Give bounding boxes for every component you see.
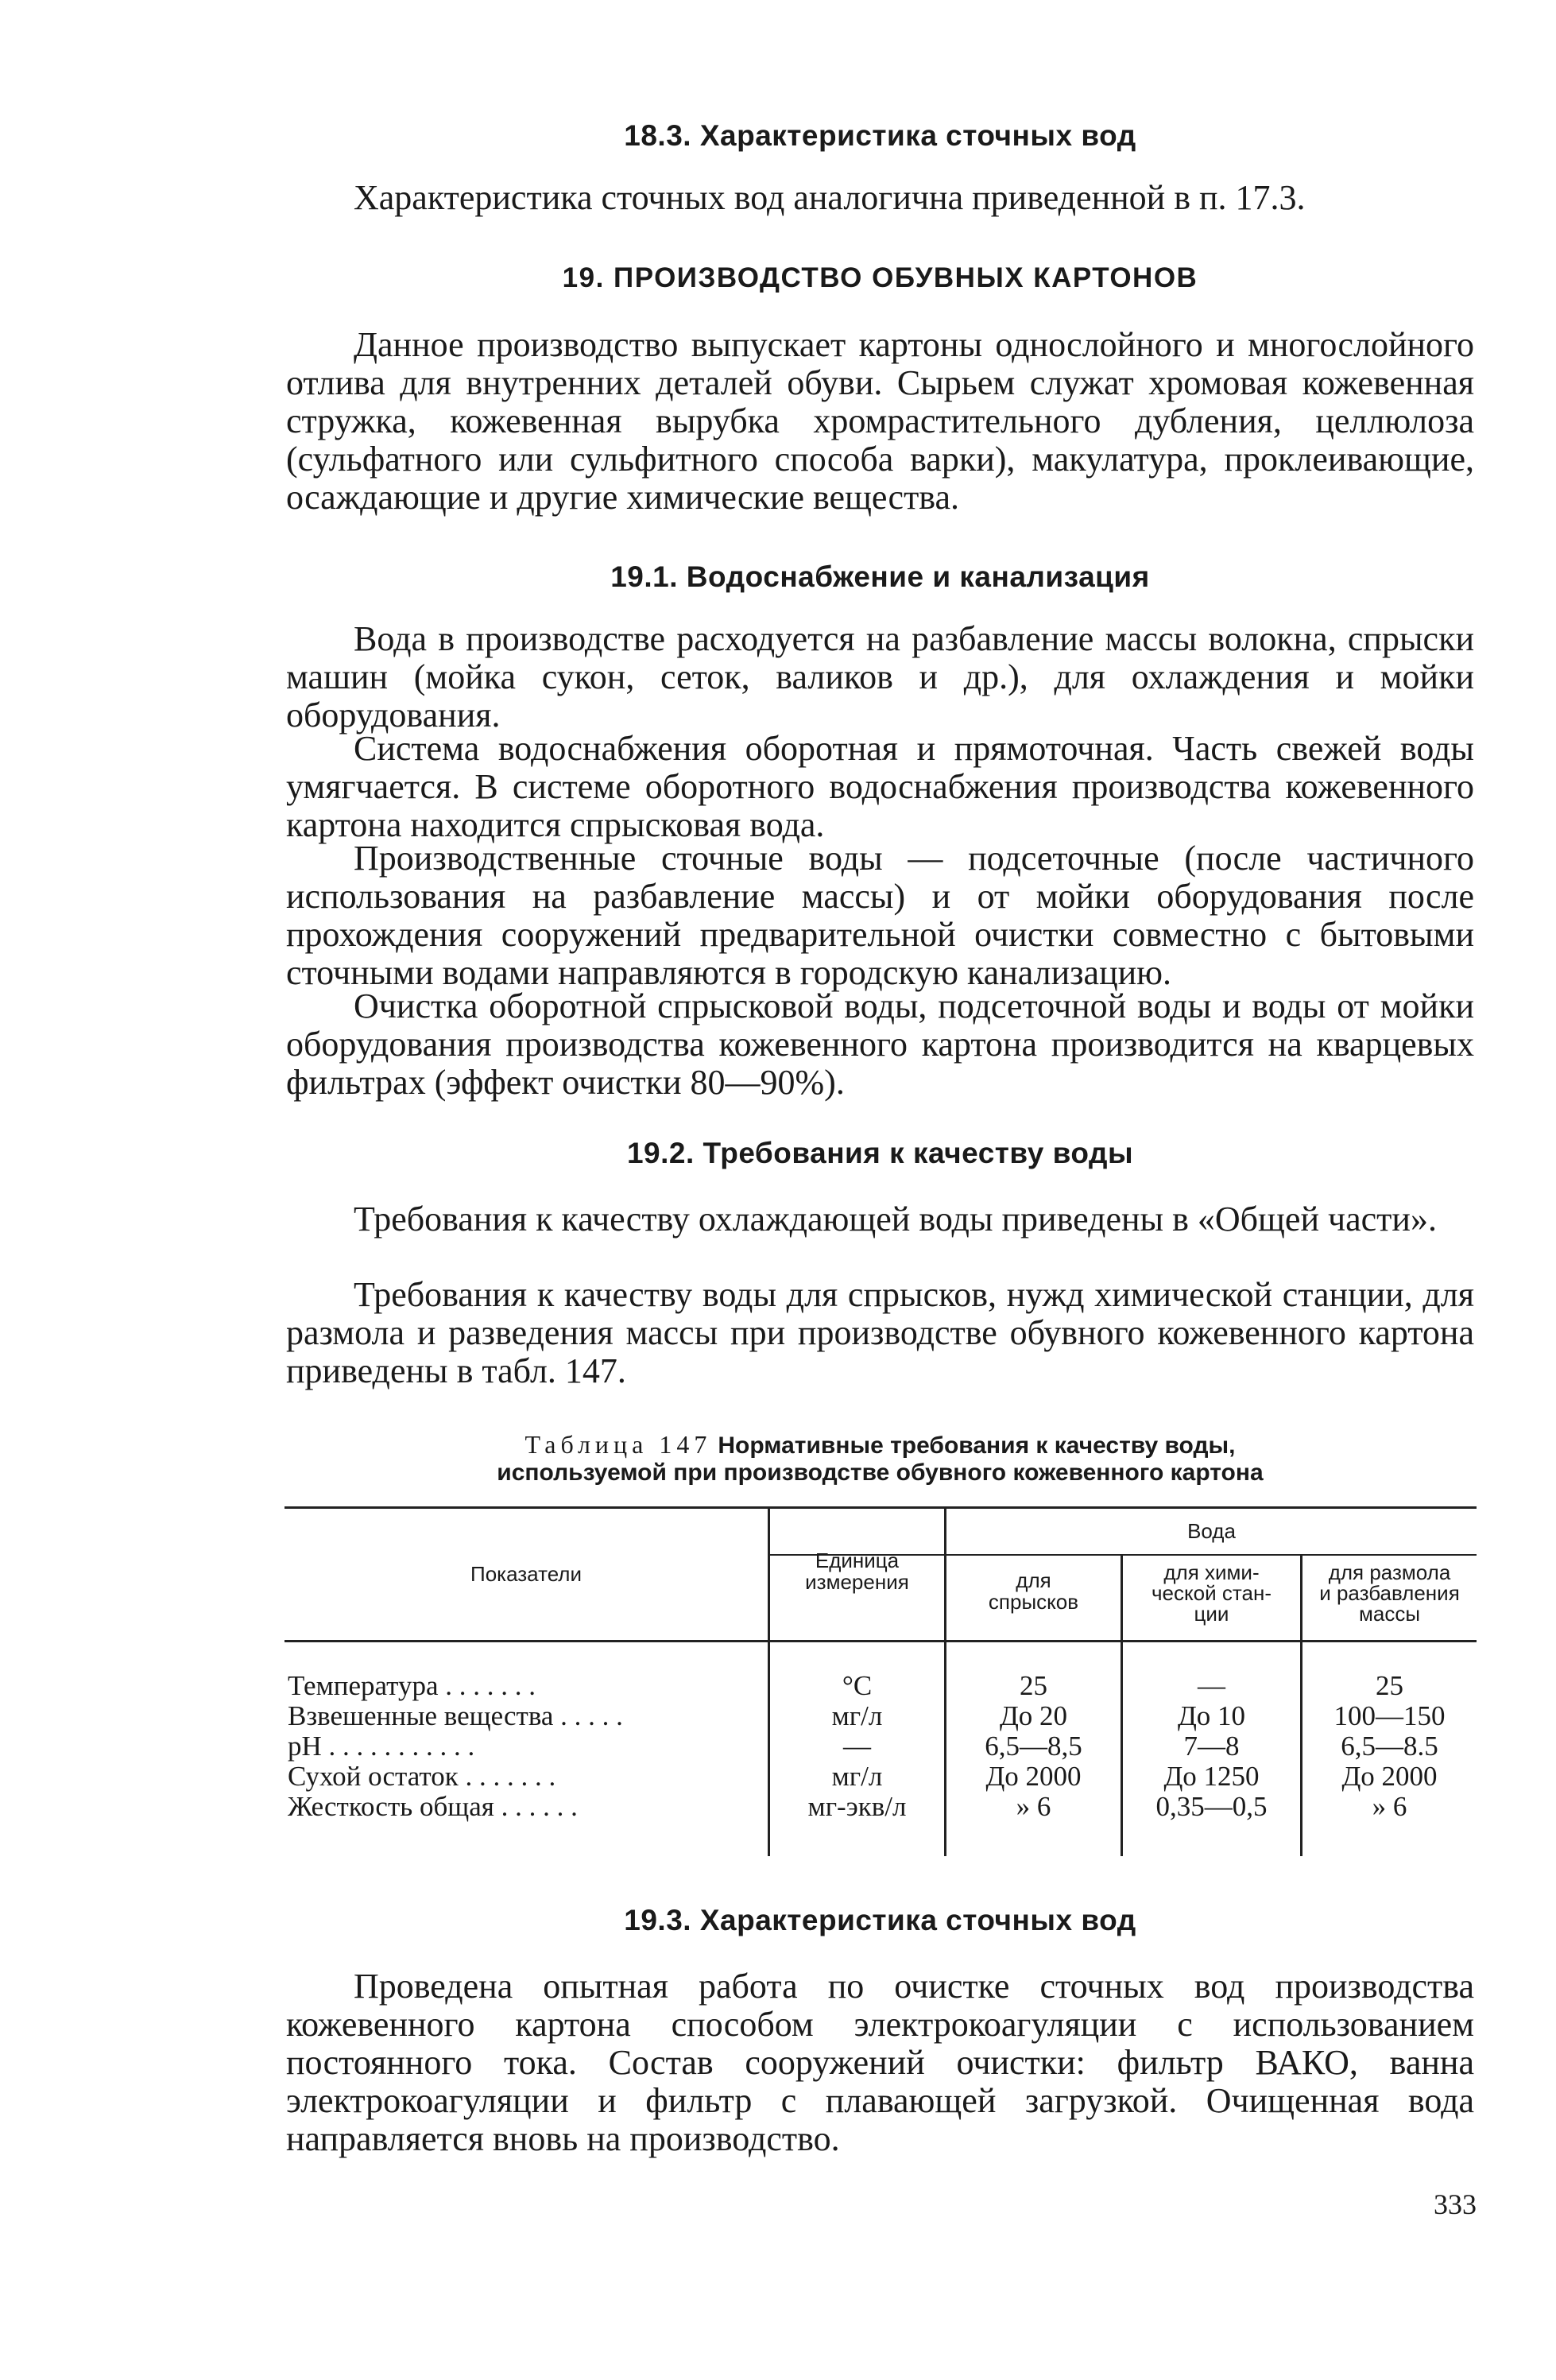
- table-cell-sprays: » 6: [1016, 1791, 1051, 1822]
- section-18-3-heading: 18.3. Характеристика сточных вод: [624, 119, 1136, 152]
- header-col2-line-2: ческой стан-: [1152, 1581, 1272, 1605]
- table-cell-chemical: 0,35—0,5: [1155, 1791, 1268, 1822]
- water-quality-table: [284, 1506, 1477, 1856]
- section-19-1-paragraph-4: Очистка оборотной спрысковой воды, подсеточной воды и воды от мойки оборудования производства кожевенного картона производится на кварцевых фильтрах (эффект очистки 80—90%).: [286, 986, 1474, 1102]
- table-cell-unit: мг/л: [831, 1700, 883, 1731]
- section-19-text: Данное производство выпускает картоны однослойного и многослойного отлива для внутренних деталей обуви. Сырьем служат хромовая кожевенная стружка, кожевенная вырубка хромрастительного дубления, целлюлоза (сульфатного или сульфитного способа варки), макулатура, проклеивающие, осаждающие и другие химические вещества.: [286, 325, 1474, 517]
- section-19-1-paragraph-1: Вода в производстве расходуется на разбавление массы волокна, спрыски машин (мойка сукон, сеток, валиков и др.), для охлаждения и мойки оборудования.: [286, 619, 1474, 735]
- table-cell-chemical: До 10: [1177, 1700, 1246, 1731]
- table-row-label: pH . . . . . . . . . . .: [288, 1731, 475, 1762]
- header-col3-line-3: массы: [1358, 1602, 1421, 1626]
- table-cell-unit: °С: [842, 1670, 873, 1701]
- header-col3-line-1: для размола: [1328, 1560, 1451, 1584]
- table-cell-grinding: » 6: [1372, 1791, 1407, 1822]
- table-cell-grinding: До 2000: [1341, 1761, 1438, 1792]
- table-cell-sprays: 6,5—8,5: [985, 1731, 1082, 1762]
- section-19-2-heading: 19.2. Требования к качеству воды: [626, 1137, 1134, 1169]
- section-19-1-paragraph-3: Производственные сточные воды — подсеточные (после частичного использования на разбавление массы) и от мойки оборудования после прохождения сооружений предварительной очистки совместно с бытовыми сточными водами направляются в городскую канализацию.: [286, 839, 1474, 992]
- header-col1-line-1: для: [1016, 1568, 1051, 1592]
- section-19-2-paragraph-2: Требования к качеству воды для спрысков, нужд химической станции, для размола и разведения массы при производстве обувного кожевенного картона приведены в табл. 147.: [286, 1275, 1474, 1390]
- section-19-2-paragraph-1: Требования к качеству охлаждающей воды приведены в «Общей части».: [354, 1200, 1437, 1238]
- header-unit-line-2: измерения: [805, 1570, 909, 1594]
- table-cell-grinding: 6,5—8.5: [1341, 1731, 1438, 1762]
- table-cell-unit: мг-экв/л: [807, 1791, 907, 1822]
- table-cell-sprays: До 20: [999, 1700, 1068, 1731]
- section-18-3-text: Характеристика сточных вод аналогична приведенной в п. 17.3.: [354, 178, 1306, 217]
- table-label: Таблица 147: [524, 1430, 712, 1459]
- table-caption: [286, 1431, 1474, 1459]
- section-19-1-heading: 19.1. Водоснабжение и канализация: [610, 560, 1150, 593]
- header-indicator: Показатели: [470, 1562, 582, 1586]
- table-cell-grinding: 100—150: [1333, 1700, 1446, 1731]
- table-cell-chemical: —: [1198, 1670, 1225, 1701]
- table-title-line-1: Нормативные требования к качеству воды,: [718, 1432, 1236, 1459]
- table-cell-unit: мг/л: [831, 1761, 883, 1792]
- header-col2-line-3: ции: [1194, 1602, 1229, 1626]
- table-header-rule: [284, 1640, 1477, 1642]
- header-col1-line-2: спрысков: [988, 1590, 1079, 1614]
- table-cell-grinding: 25: [1376, 1670, 1403, 1701]
- table-cell-unit: —: [843, 1731, 871, 1762]
- table-cell-chemical: 7—8: [1183, 1731, 1240, 1762]
- table-cell-sprays: До 2000: [985, 1761, 1082, 1792]
- page-number: 333: [1434, 2188, 1477, 2220]
- section-19-3-heading: 19.3. Характеристика сточных вод: [624, 1904, 1136, 1936]
- table-row-label: Взвешенные вещества . . . . .: [288, 1700, 623, 1731]
- table-row-label: Жесткость общая . . . . . .: [288, 1791, 578, 1822]
- table-cell-sprays: 25: [1020, 1670, 1047, 1701]
- table-top-rule: [284, 1506, 1477, 1509]
- header-water: Вода: [1187, 1519, 1236, 1543]
- section-19-heading: 19. ПРОИЗВОДСТВО ОБУВНЫХ КАРТОНОВ: [562, 262, 1198, 293]
- section-19-3-text: Проведена опытная работа по очистке сточных вод производства кожевенного картона способом электрокоагуляции с использованием постоянного тока. Состав сооружений очистки: фильтр ВАКО, ванна электрокоагуляции и фильтр с плавающей загрузкой. Очищенная вода направляется вновь на производство.: [286, 1967, 1474, 2158]
- header-col2-line-1: для хими-: [1163, 1560, 1260, 1584]
- table-cell-chemical: До 1250: [1163, 1761, 1260, 1792]
- section-19-1-paragraph-2: Система водоснабжения оборотная и прямоточная. Часть свежей воды умягчается. В системе оборотного водоснабжения производства кожевенного картона находится спрысковая вода.: [286, 729, 1474, 844]
- table-title-line-2: используемой при производстве обувного кожевенного картона: [497, 1459, 1264, 1486]
- header-unit-line-1: Единица: [815, 1549, 900, 1572]
- header-col3-line-2: и разбавления: [1319, 1581, 1460, 1605]
- table-row-label: Температура . . . . . . .: [288, 1670, 536, 1701]
- table-row-label: Сухой остаток . . . . . . .: [288, 1761, 556, 1792]
